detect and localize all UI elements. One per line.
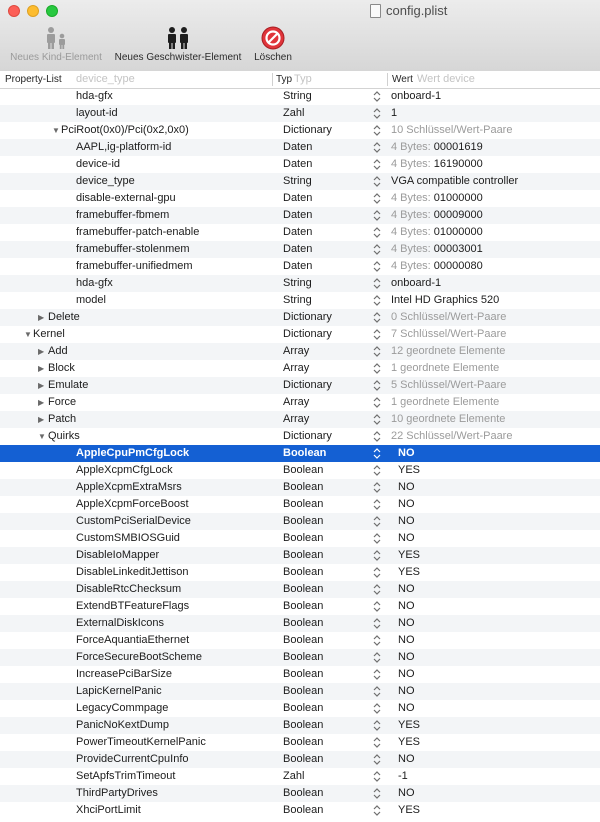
outline-row[interactable] bbox=[0, 666, 600, 683]
outline-row[interactable] bbox=[0, 717, 600, 734]
property-list-outline bbox=[0, 88, 600, 819]
column-header-key[interactable]: Property-List bbox=[5, 74, 62, 85]
row-key[interactable]: PciRoot(0x0)/Pci(0x2,0x0) bbox=[61, 124, 189, 136]
row-key[interactable]: device_type bbox=[76, 175, 135, 187]
column-header-ghost-value: Wert device bbox=[417, 73, 475, 85]
disclosure-collapsed-icon[interactable]: ▶ bbox=[38, 347, 45, 356]
outline-row[interactable] bbox=[0, 581, 600, 598]
document-icon bbox=[370, 4, 381, 18]
row-key[interactable]: Quirks bbox=[48, 430, 80, 442]
outline-row[interactable] bbox=[0, 190, 600, 207]
row-type[interactable]: Dictionary bbox=[283, 328, 332, 340]
delete-button[interactable] bbox=[250, 26, 296, 63]
row-value[interactable]: NO bbox=[398, 481, 415, 493]
row-value[interactable]: YES bbox=[398, 464, 421, 476]
row-key[interactable]: AAPL,ig-platform-id bbox=[76, 141, 172, 153]
outline-row[interactable] bbox=[0, 292, 600, 309]
type-popup-stepper-icon[interactable] bbox=[373, 601, 381, 612]
row-key[interactable]: hda-gfx bbox=[76, 277, 113, 289]
outline-row[interactable] bbox=[0, 479, 600, 496]
type-popup-stepper-icon[interactable] bbox=[373, 329, 381, 340]
row-value[interactable]: NO bbox=[398, 634, 415, 646]
row-type[interactable]: Dictionary bbox=[283, 124, 332, 136]
row-type[interactable]: Boolean bbox=[283, 668, 324, 680]
outline-row[interactable] bbox=[0, 88, 600, 105]
outline-row[interactable] bbox=[0, 156, 600, 173]
row-key[interactable]: DisableRtcChecksum bbox=[76, 583, 182, 595]
row-type[interactable]: Daten bbox=[283, 243, 313, 255]
window-title-text: config.plist bbox=[386, 3, 448, 18]
row-key[interactable]: layout-id bbox=[76, 107, 118, 119]
row-key[interactable]: framebuffer-unifiedmem bbox=[76, 260, 193, 272]
outline-row[interactable] bbox=[0, 632, 600, 649]
row-value[interactable]: onboard-1 bbox=[391, 277, 442, 289]
type-popup-stepper-icon[interactable] bbox=[373, 193, 381, 204]
outline-row[interactable] bbox=[0, 496, 600, 513]
type-popup-stepper-icon[interactable] bbox=[373, 448, 381, 459]
row-type[interactable]: Boolean bbox=[283, 515, 324, 527]
row-type[interactable]: Boolean bbox=[283, 685, 324, 697]
row-value[interactable]: 0 Schlüssel/Wert-Paare bbox=[391, 311, 507, 323]
row-value[interactable]: YES bbox=[398, 736, 421, 748]
row-value[interactable]: NO bbox=[398, 583, 415, 595]
row-key[interactable]: Block bbox=[48, 362, 75, 374]
add-child-label: Neues Kind-Element bbox=[10, 52, 102, 63]
row-value[interactable]: YES bbox=[398, 719, 421, 731]
row-value[interactable]: 4 Bytes: 01000000 bbox=[391, 226, 483, 238]
row-key[interactable]: XhciPortLimit bbox=[76, 804, 141, 816]
row-key[interactable]: ForceSecureBootScheme bbox=[76, 651, 202, 663]
row-key[interactable]: framebuffer-stolenmem bbox=[76, 243, 190, 255]
type-popup-stepper-icon[interactable] bbox=[373, 108, 381, 119]
outline-row[interactable] bbox=[0, 547, 600, 564]
row-value[interactable]: 4 Bytes: 00001619 bbox=[391, 141, 483, 153]
row-key[interactable]: ForceAquantiaEthernet bbox=[76, 634, 190, 646]
type-popup-stepper-icon[interactable] bbox=[373, 346, 381, 357]
type-popup-stepper-icon[interactable] bbox=[373, 618, 381, 629]
row-type[interactable]: Boolean bbox=[283, 447, 327, 459]
outline-row[interactable] bbox=[0, 258, 600, 275]
type-popup-stepper-icon[interactable] bbox=[373, 635, 381, 646]
disclosure-collapsed-icon[interactable]: ▶ bbox=[38, 398, 45, 407]
type-popup-stepper-icon[interactable] bbox=[373, 652, 381, 663]
row-type[interactable]: Dictionary bbox=[283, 379, 332, 391]
row-type[interactable]: Boolean bbox=[283, 736, 324, 748]
row-key[interactable]: AppleXcpmExtraMsrs bbox=[76, 481, 182, 493]
outline-row[interactable] bbox=[0, 428, 600, 445]
row-key[interactable]: DisableIoMapper bbox=[76, 549, 160, 561]
row-type[interactable]: Boolean bbox=[283, 566, 324, 578]
row-key[interactable]: Emulate bbox=[48, 379, 89, 391]
type-popup-stepper-icon[interactable] bbox=[373, 414, 381, 425]
row-value[interactable]: 4 Bytes: 00000080 bbox=[391, 260, 483, 272]
row-key[interactable]: Patch bbox=[48, 413, 77, 425]
row-value[interactable]: YES bbox=[398, 566, 421, 578]
row-type[interactable]: Boolean bbox=[283, 804, 324, 816]
row-type[interactable]: Boolean bbox=[283, 481, 324, 493]
outline-row[interactable] bbox=[0, 649, 600, 666]
type-popup-stepper-icon[interactable] bbox=[373, 210, 381, 221]
outline-row[interactable] bbox=[0, 615, 600, 632]
row-key[interactable]: ThirdPartyDrives bbox=[76, 787, 158, 799]
type-popup-stepper-icon[interactable] bbox=[373, 482, 381, 493]
row-value[interactable]: NO bbox=[398, 600, 415, 612]
type-popup-stepper-icon[interactable] bbox=[373, 805, 381, 816]
row-type[interactable]: Boolean bbox=[283, 634, 324, 646]
row-type[interactable]: Daten bbox=[283, 192, 313, 204]
type-popup-stepper-icon[interactable] bbox=[373, 533, 381, 544]
type-popup-stepper-icon[interactable] bbox=[373, 686, 381, 697]
row-type[interactable]: Boolean bbox=[283, 498, 324, 510]
type-popup-stepper-icon[interactable] bbox=[373, 125, 381, 136]
row-type[interactable]: Boolean bbox=[283, 787, 324, 799]
row-key[interactable]: AppleXcpmForceBoost bbox=[76, 498, 189, 510]
disclosure-expanded-icon[interactable]: ▼ bbox=[52, 126, 60, 135]
type-popup-stepper-icon[interactable] bbox=[373, 397, 381, 408]
outline-row[interactable] bbox=[0, 700, 600, 717]
window-toolbar bbox=[0, 0, 600, 72]
outline-row[interactable] bbox=[0, 513, 600, 530]
row-key[interactable]: CustomSMBIOSGuid bbox=[76, 532, 180, 544]
row-type[interactable]: Boolean bbox=[283, 719, 324, 731]
row-type[interactable]: Array bbox=[283, 345, 310, 357]
delete-icon bbox=[261, 26, 285, 50]
row-value[interactable]: YES bbox=[398, 804, 421, 816]
column-divider[interactable] bbox=[387, 73, 388, 86]
row-value[interactable]: Intel HD Graphics 520 bbox=[391, 294, 500, 306]
row-value[interactable]: 22 Schlüssel/Wert-Paare bbox=[391, 430, 513, 442]
row-value[interactable]: NO bbox=[398, 787, 415, 799]
row-value[interactable]: 4 Bytes: 01000000 bbox=[391, 192, 483, 204]
row-type[interactable]: Boolean bbox=[283, 532, 324, 544]
minimize-window-button[interactable] bbox=[27, 5, 39, 17]
row-key[interactable]: hda-gfx bbox=[76, 90, 113, 102]
type-popup-stepper-icon[interactable] bbox=[373, 703, 381, 714]
row-type[interactable]: Boolean bbox=[283, 464, 324, 476]
outline-row[interactable] bbox=[0, 377, 600, 394]
row-key[interactable]: LapicKernelPanic bbox=[76, 685, 162, 697]
outline-row[interactable] bbox=[0, 275, 600, 292]
type-popup-stepper-icon[interactable] bbox=[373, 159, 381, 170]
row-value[interactable]: NO bbox=[398, 515, 415, 527]
row-value[interactable]: NO bbox=[398, 702, 415, 714]
column-header bbox=[0, 71, 600, 89]
row-value[interactable]: NO bbox=[398, 668, 415, 680]
row-value[interactable]: NO bbox=[398, 532, 415, 544]
add-child-icon bbox=[43, 26, 69, 50]
row-type[interactable]: Dictionary bbox=[283, 311, 332, 323]
type-popup-stepper-icon[interactable] bbox=[373, 516, 381, 527]
column-header-type[interactable]: Typ bbox=[276, 74, 293, 85]
outline-row[interactable] bbox=[0, 207, 600, 224]
outline-row[interactable] bbox=[0, 411, 600, 428]
type-popup-stepper-icon[interactable] bbox=[373, 312, 381, 323]
outline-row[interactable] bbox=[0, 530, 600, 547]
zoom-window-button[interactable] bbox=[46, 5, 58, 17]
disclosure-collapsed-icon[interactable]: ▶ bbox=[38, 415, 45, 424]
type-popup-stepper-icon[interactable] bbox=[373, 550, 381, 561]
outline-row[interactable] bbox=[0, 462, 600, 479]
disclosure-expanded-icon[interactable]: ▼ bbox=[24, 330, 32, 339]
row-key[interactable]: AppleXcpmCfgLock bbox=[76, 464, 173, 476]
outline-row[interactable] bbox=[0, 802, 600, 819]
column-header-ghost-type: Typ bbox=[294, 73, 312, 85]
window-controls bbox=[8, 5, 58, 17]
row-type[interactable]: Boolean bbox=[283, 702, 324, 714]
disclosure-collapsed-icon[interactable]: ▶ bbox=[38, 364, 45, 373]
outline-row[interactable] bbox=[0, 564, 600, 581]
row-value[interactable]: 12 geordnete Elemente bbox=[391, 345, 506, 357]
row-key[interactable]: PowerTimeoutKernelPanic bbox=[76, 736, 206, 748]
type-popup-stepper-icon[interactable] bbox=[373, 380, 381, 391]
type-popup-stepper-icon[interactable] bbox=[373, 295, 381, 306]
outline-row[interactable] bbox=[0, 139, 600, 156]
outline-row[interactable] bbox=[0, 241, 600, 258]
row-key[interactable]: AppleCpuPmCfgLock bbox=[76, 447, 190, 459]
row-value[interactable]: 4 Bytes: 00009000 bbox=[391, 209, 483, 221]
row-key[interactable]: PanicNoKextDump bbox=[76, 719, 169, 731]
add-sibling-button[interactable] bbox=[110, 26, 246, 63]
row-type[interactable]: Dictionary bbox=[283, 430, 332, 442]
outline-row[interactable] bbox=[0, 122, 600, 139]
type-popup-stepper-icon[interactable] bbox=[373, 584, 381, 595]
row-key[interactable]: CustomPciSerialDevice bbox=[76, 515, 191, 527]
column-header-value[interactable]: Wert bbox=[392, 74, 413, 85]
type-popup-stepper-icon[interactable] bbox=[373, 261, 381, 272]
type-popup-stepper-icon[interactable] bbox=[373, 227, 381, 238]
row-type[interactable]: Boolean bbox=[283, 583, 324, 595]
outline-row[interactable] bbox=[0, 309, 600, 326]
row-value[interactable]: NO bbox=[398, 447, 415, 459]
disclosure-expanded-icon[interactable]: ▼ bbox=[38, 432, 46, 441]
row-key[interactable]: Force bbox=[48, 396, 77, 408]
type-popup-stepper-icon[interactable] bbox=[373, 720, 381, 731]
row-key[interactable]: model bbox=[76, 294, 106, 306]
row-type[interactable]: Daten bbox=[283, 260, 313, 272]
outline-row[interactable] bbox=[0, 445, 600, 462]
add-sibling-label: Neues Geschwister-Element bbox=[114, 52, 242, 63]
add-sibling-icon bbox=[165, 26, 191, 50]
row-type[interactable]: Boolean bbox=[283, 753, 324, 765]
row-type[interactable]: String bbox=[283, 294, 312, 306]
row-type[interactable]: Array bbox=[283, 396, 310, 408]
disclosure-collapsed-icon[interactable]: ▶ bbox=[38, 313, 45, 322]
row-type[interactable]: Daten bbox=[283, 158, 313, 170]
type-popup-stepper-icon[interactable] bbox=[373, 669, 381, 680]
row-type[interactable]: String bbox=[283, 175, 312, 187]
type-popup-stepper-icon[interactable] bbox=[373, 244, 381, 255]
type-popup-stepper-icon[interactable] bbox=[373, 431, 381, 442]
row-value[interactable]: NO bbox=[398, 651, 415, 663]
row-type[interactable]: String bbox=[283, 277, 312, 289]
row-value[interactable]: 7 Schlüssel/Wert-Paare bbox=[391, 328, 507, 340]
row-value[interactable]: NO bbox=[398, 617, 415, 629]
row-key[interactable]: ExternalDiskIcons bbox=[76, 617, 165, 629]
row-value[interactable]: 4 Bytes: 00003001 bbox=[391, 243, 483, 255]
row-value[interactable]: NO bbox=[398, 685, 415, 697]
row-value[interactable]: 1 geordnete Elemente bbox=[391, 396, 500, 408]
row-type[interactable]: Array bbox=[283, 413, 310, 425]
outline-row[interactable] bbox=[0, 598, 600, 615]
row-key[interactable]: ExtendBTFeatureFlags bbox=[76, 600, 190, 612]
type-popup-stepper-icon[interactable] bbox=[373, 737, 381, 748]
row-value[interactable]: 10 geordnete Elemente bbox=[391, 413, 506, 425]
row-type[interactable]: Daten bbox=[283, 209, 313, 221]
row-value[interactable]: NO bbox=[398, 498, 415, 510]
column-header-ghost-key: device_type bbox=[76, 73, 135, 85]
row-type[interactable]: Daten bbox=[283, 226, 313, 238]
row-value[interactable]: YES bbox=[398, 549, 421, 561]
row-value[interactable]: -1 bbox=[398, 770, 408, 782]
row-value[interactable]: 1 bbox=[391, 107, 398, 119]
row-type[interactable]: String bbox=[283, 90, 312, 102]
row-key[interactable]: Delete bbox=[48, 311, 80, 323]
type-popup-stepper-icon[interactable] bbox=[373, 754, 381, 765]
row-key[interactable]: LegacyCommpage bbox=[76, 702, 169, 714]
outline-row[interactable] bbox=[0, 326, 600, 343]
type-popup-stepper-icon[interactable] bbox=[373, 91, 381, 102]
outline-row[interactable] bbox=[0, 105, 600, 122]
row-key[interactable]: Kernel bbox=[33, 328, 65, 340]
row-type[interactable]: Boolean bbox=[283, 600, 324, 612]
type-popup-stepper-icon[interactable] bbox=[373, 176, 381, 187]
type-popup-stepper-icon[interactable] bbox=[373, 278, 381, 289]
type-popup-stepper-icon[interactable] bbox=[373, 363, 381, 374]
delete-label: Löschen bbox=[254, 52, 292, 63]
type-popup-stepper-icon[interactable] bbox=[373, 771, 381, 782]
row-key[interactable]: device-id bbox=[76, 158, 121, 170]
row-value[interactable]: onboard-1 bbox=[391, 90, 442, 102]
row-type[interactable]: Boolean bbox=[283, 549, 324, 561]
row-type[interactable]: Daten bbox=[283, 141, 313, 153]
row-key[interactable]: IncreasePciBarSize bbox=[76, 668, 172, 680]
type-popup-stepper-icon[interactable] bbox=[373, 567, 381, 578]
row-key[interactable]: framebuffer-patch-enable bbox=[76, 226, 200, 238]
outline-row[interactable] bbox=[0, 683, 600, 700]
outline-row[interactable] bbox=[0, 224, 600, 241]
outline-row[interactable] bbox=[0, 785, 600, 802]
outline-row[interactable] bbox=[0, 768, 600, 785]
outline-row[interactable] bbox=[0, 394, 600, 411]
outline-row[interactable] bbox=[0, 734, 600, 751]
outline-row[interactable] bbox=[0, 751, 600, 768]
row-type[interactable]: Boolean bbox=[283, 651, 324, 663]
row-type[interactable]: Array bbox=[283, 362, 310, 374]
row-value[interactable]: 10 Schlüssel/Wert-Paare bbox=[391, 124, 513, 136]
type-popup-stepper-icon[interactable] bbox=[373, 142, 381, 153]
row-type[interactable]: Zahl bbox=[283, 770, 305, 782]
close-window-button[interactable] bbox=[8, 5, 20, 17]
outline-row[interactable] bbox=[0, 360, 600, 377]
row-key[interactable]: Add bbox=[48, 345, 68, 357]
row-type[interactable]: Zahl bbox=[283, 107, 305, 119]
row-type[interactable]: Boolean bbox=[283, 617, 324, 629]
row-value[interactable]: NO bbox=[398, 753, 415, 765]
window-title bbox=[370, 3, 447, 18]
row-value[interactable]: 1 geordnete Elemente bbox=[391, 362, 500, 374]
row-value[interactable]: 5 Schlüssel/Wert-Paare bbox=[391, 379, 507, 391]
row-value[interactable]: 4 Bytes: 16190000 bbox=[391, 158, 483, 170]
outline-row[interactable] bbox=[0, 173, 600, 190]
type-popup-stepper-icon[interactable] bbox=[373, 788, 381, 799]
add-child-button[interactable] bbox=[8, 26, 104, 63]
row-key[interactable]: disable-external-gpu bbox=[76, 192, 176, 204]
disclosure-collapsed-icon[interactable]: ▶ bbox=[38, 381, 45, 390]
row-key[interactable]: SetApfsTrimTimeout bbox=[76, 770, 176, 782]
type-popup-stepper-icon[interactable] bbox=[373, 465, 381, 476]
row-key[interactable]: DisableLinkeditJettison bbox=[76, 566, 189, 578]
row-value[interactable]: VGA compatible controller bbox=[391, 175, 519, 187]
type-popup-stepper-icon[interactable] bbox=[373, 499, 381, 510]
column-divider[interactable] bbox=[272, 73, 273, 86]
outline-row[interactable] bbox=[0, 343, 600, 360]
row-key[interactable]: ProvideCurrentCpuInfo bbox=[76, 753, 189, 765]
row-key[interactable]: framebuffer-fbmem bbox=[76, 209, 170, 221]
